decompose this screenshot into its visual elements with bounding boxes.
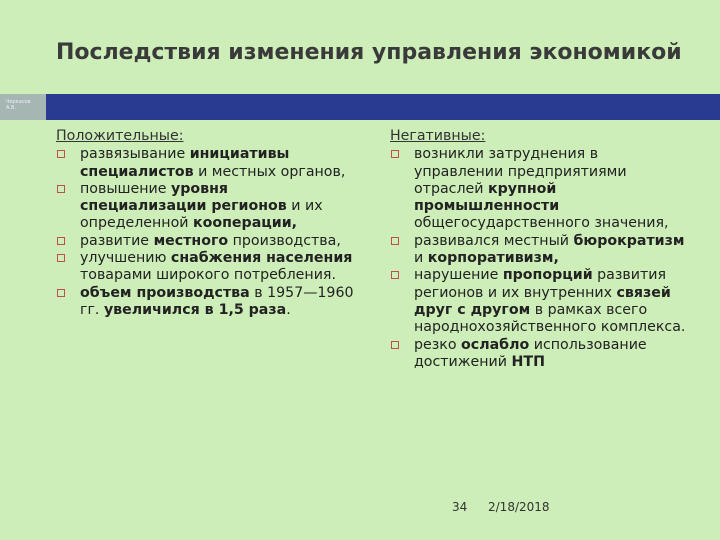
text: общегосударственного значения, [414,215,669,232]
text: повышение [80,180,171,197]
text: и местных органов, [193,163,346,180]
text: возникли затруднения в управлении предприятиями отраслей [414,146,627,197]
negative-column [390,128,690,371]
text: развивался местный [414,232,574,249]
positive-column [56,128,356,319]
list-item [56,146,356,181]
positive-list [56,146,356,319]
text: использование достижений [414,336,647,370]
square-bullet-icon [391,237,399,245]
square-bullet-icon [57,237,65,245]
square-bullet-icon [391,271,399,279]
list-item [56,181,356,233]
list-item [390,146,690,232]
text: развития регионов и их внутренних [414,267,666,301]
negative-heading: Негативные: [390,128,486,144]
list-item [56,233,356,250]
bold-text: бюрократизм [573,232,685,249]
text: резко [414,336,462,353]
bold-text: крупной промышленности [414,180,560,215]
text: развитие [80,232,154,249]
negative-list [390,146,690,371]
text: нарушение [414,267,503,284]
square-bullet-icon [57,254,65,262]
text: и их определенной [80,198,323,232]
positive-heading: Положительные: [56,128,184,144]
slide-date: 2/18/2018 [488,500,550,514]
bold-text: пропорций [502,267,593,284]
square-bullet-icon [57,150,65,158]
square-bullet-icon [391,150,399,158]
list-item [390,267,690,336]
bold-text: местного [153,232,229,249]
list-item [390,337,690,372]
bold-text: увеличился в 1,5 раза [103,301,287,318]
text: улучшению [80,250,171,267]
page-number: 34 [452,500,468,514]
bold-text: связей друг с другом [414,284,671,318]
bold-text: ослабло [461,336,530,353]
text: развязывание [80,146,190,163]
text: в рамках всего народнохозяйственного комплекса. [414,301,686,336]
bold-text: снабжения населения [170,250,353,267]
square-bullet-icon [57,185,65,193]
header-bar [46,94,720,120]
bold-text: объем производства [80,284,250,301]
header-bar-left [0,94,46,120]
bold-text: инициативы специалистов [80,146,290,180]
text: и [414,250,428,267]
header-bar-label: Черкасов А.В. [6,99,31,111]
bold-text: корпоративизм, [427,250,559,267]
text: товарами широкого потребления. [80,267,336,284]
bold-text: уровня специализации регионов [80,180,287,215]
text: в 1957—1960 гг. [80,284,354,318]
list-item [56,250,356,285]
list-item [56,285,356,320]
slide-title: Последствия изменения управления экономикой [56,40,682,65]
bold-text: НТП [511,353,545,370]
square-bullet-icon [57,289,65,297]
text: производства, [228,232,341,249]
text: . [286,301,291,318]
square-bullet-icon [391,341,399,349]
bold-text: кооперации, [193,215,298,232]
list-item [390,233,690,268]
